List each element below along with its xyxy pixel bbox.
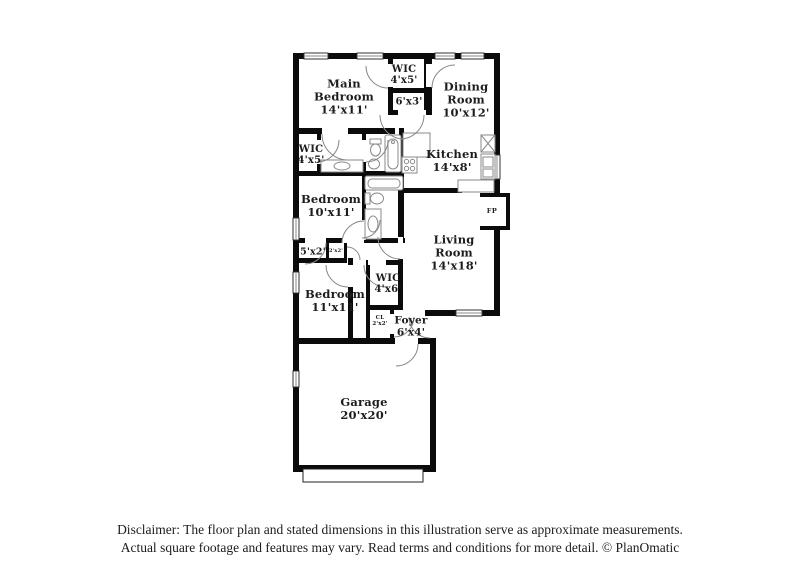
room-label-dining-room: Dining Room 10'x12': [442, 79, 490, 120]
room-label-living-room: Living Room 14'x18': [430, 232, 478, 273]
room-label-main-bedroom: Main Bedroom 14'x11': [313, 76, 375, 117]
room-label-bedroom-10x11: Bedroom 10'x11': [300, 192, 362, 219]
fireplace-label: FP: [486, 207, 498, 215]
room-label-closet-6x3: 6'x3': [395, 96, 423, 108]
room-label-foyer: Foyer 6'x4': [394, 314, 428, 338]
room-label-closet-cl: CL 2'x2': [372, 314, 388, 327]
room-label-garage: Garage 20'x20': [340, 395, 388, 422]
disclaimer-line-2: Actual square footage and features may vary. Read terms and conditions for more detail. © PlanOmatic: [120, 540, 680, 555]
room-label-kitchen: Kitchen 14'x8': [425, 147, 479, 174]
garage-door: [303, 469, 423, 482]
room-label-wic-4x6: WIC 4'x6': [374, 272, 402, 295]
room-label-bedroom-11x11: Bedroom 11'x11': [304, 287, 366, 314]
room-label-wic-left: WIC 4'x5': [297, 143, 325, 166]
room-label-wic-top: WIC 4'x5': [390, 63, 418, 86]
room-label-closet-5x2: 5'x2': [300, 246, 326, 258]
disclaimer-text: [0, 521, 800, 557]
room-label-closet-2x2: 2'x2': [328, 248, 343, 255]
disclaimer-line-1: Disclaimer: The floor plan and stated dimensions in this illustration serve as approximate measurements.: [117, 522, 683, 537]
